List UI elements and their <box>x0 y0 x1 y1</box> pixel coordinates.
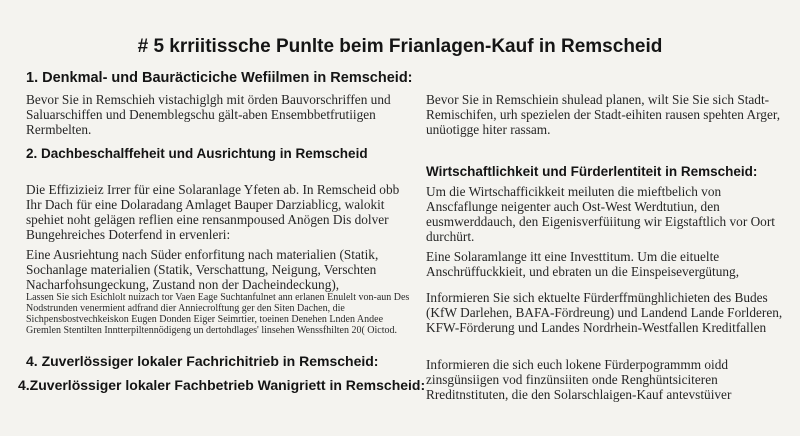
section-heading-4a: 4. Zuverlössiger lokaler Fachrichitrieb in Remscheid: <box>26 353 379 369</box>
section-2-list-text: Eine Ausriehtung nach Süder enforfitung nach materialien (Statik, Sochanlage materialien (Statik, Verschattung, Neigung, Verschten Nacharfohsungeckung, Zustand non der Dacheindeckung), <box>26 247 379 292</box>
page-title: # 5 krriitissche Punlte beim Frianlagen-Kauf in Remscheid <box>137 36 663 57</box>
right-section-3-text: Eine Solaramlange itt eine Investtitum. Um die eituelte Anschrüffuckkieit, und ebraten un die Einspeisevergütung, <box>426 249 740 279</box>
right-section-1-text: Bevor Sie in Remschiein shulead planen, wilt Sie Sie sich Stadt-Remischifen, urh spezielen der Stadt-eihiten rausen spehten Arger, unüotigge hiter rassam. <box>426 92 781 137</box>
section-2-text: Die Effizizieiz Irrer für eine Solaranlage Yfeten ab. In Remscheid obb Ihr Dach für eine Dolaradang Amlaget Bauper Darziablicg, walokit spehiet noht gelägen reflien eine rensanmpoused Anögen Dis dolver Bungehreiches Doterfend in ervenleri: <box>26 182 400 242</box>
section-heading-4b: 4.Zuverlössiger lokaler Fachbetrieb Wanigriett in Remscheid: <box>18 377 426 393</box>
section-1-text: Bevor Sie in Remschieh vistachiglgh mit örden Bauvorschriffen und Saluarschiffen und Denemblegschu gält-aben Ensembbetfrutiigen Rermbelten. <box>26 92 391 137</box>
section-heading-2: 2. Dachbeschalffeheit und Ausrichtung in Remscheid <box>26 146 368 161</box>
right-section-heading: Wirtschaftlichkeit und Fürderlentiteit in Remscheid: <box>426 164 758 179</box>
right-section-4-text: Informieren Sie sich ektuelte Fürderffmünghlichieten des Budes (KfW Darlehen, BAFA-Fördreung) und Landend Lande Forlderen, KFW-Förderung und Landes Nordrhein-Westfallen Kreditfallen <box>426 290 783 335</box>
section-3-fine-print: Lassen Sie sich Esichlolt nuizach tor Vaen Eage Suchtanfulnet ann erlanen Enulelt von-aun Des Nodstrunden venermient adfrand dier Anniecrolftung ger den Siten Dachen, die Sichpensbostvechkeiskon Eugen Donden Eiger Seimrtier, toeinen Denehen Lnden Andee Gremlen Stentilten Inntterpiltennödigeng un dertohdlages' linsehen Wenssfhilten 20( Oictod. <box>26 292 410 336</box>
section-heading-1: 1. Denkmal- und Bauräcticiche Wefiilmen in Remscheid: <box>26 70 413 86</box>
right-section-2-text: Um die Wirtschafficikkeit meiluten die mieftbelich von Anscfaflunge neigenter auch Ost-West Werdtutiun, den eusmwerddauch, den Eigenisverfüiitung wir Eigstaftlich vor Oort durchürt. <box>426 184 775 244</box>
right-section-5-text: Informieren die sich euch lokene Fürderpogrammm oidd zinsgünsiigen vod finzünsiiten onde Renghüntsiciteren Rreditnstituten, die den Solarschlaigen-Kauf antevstüiver <box>426 357 732 402</box>
